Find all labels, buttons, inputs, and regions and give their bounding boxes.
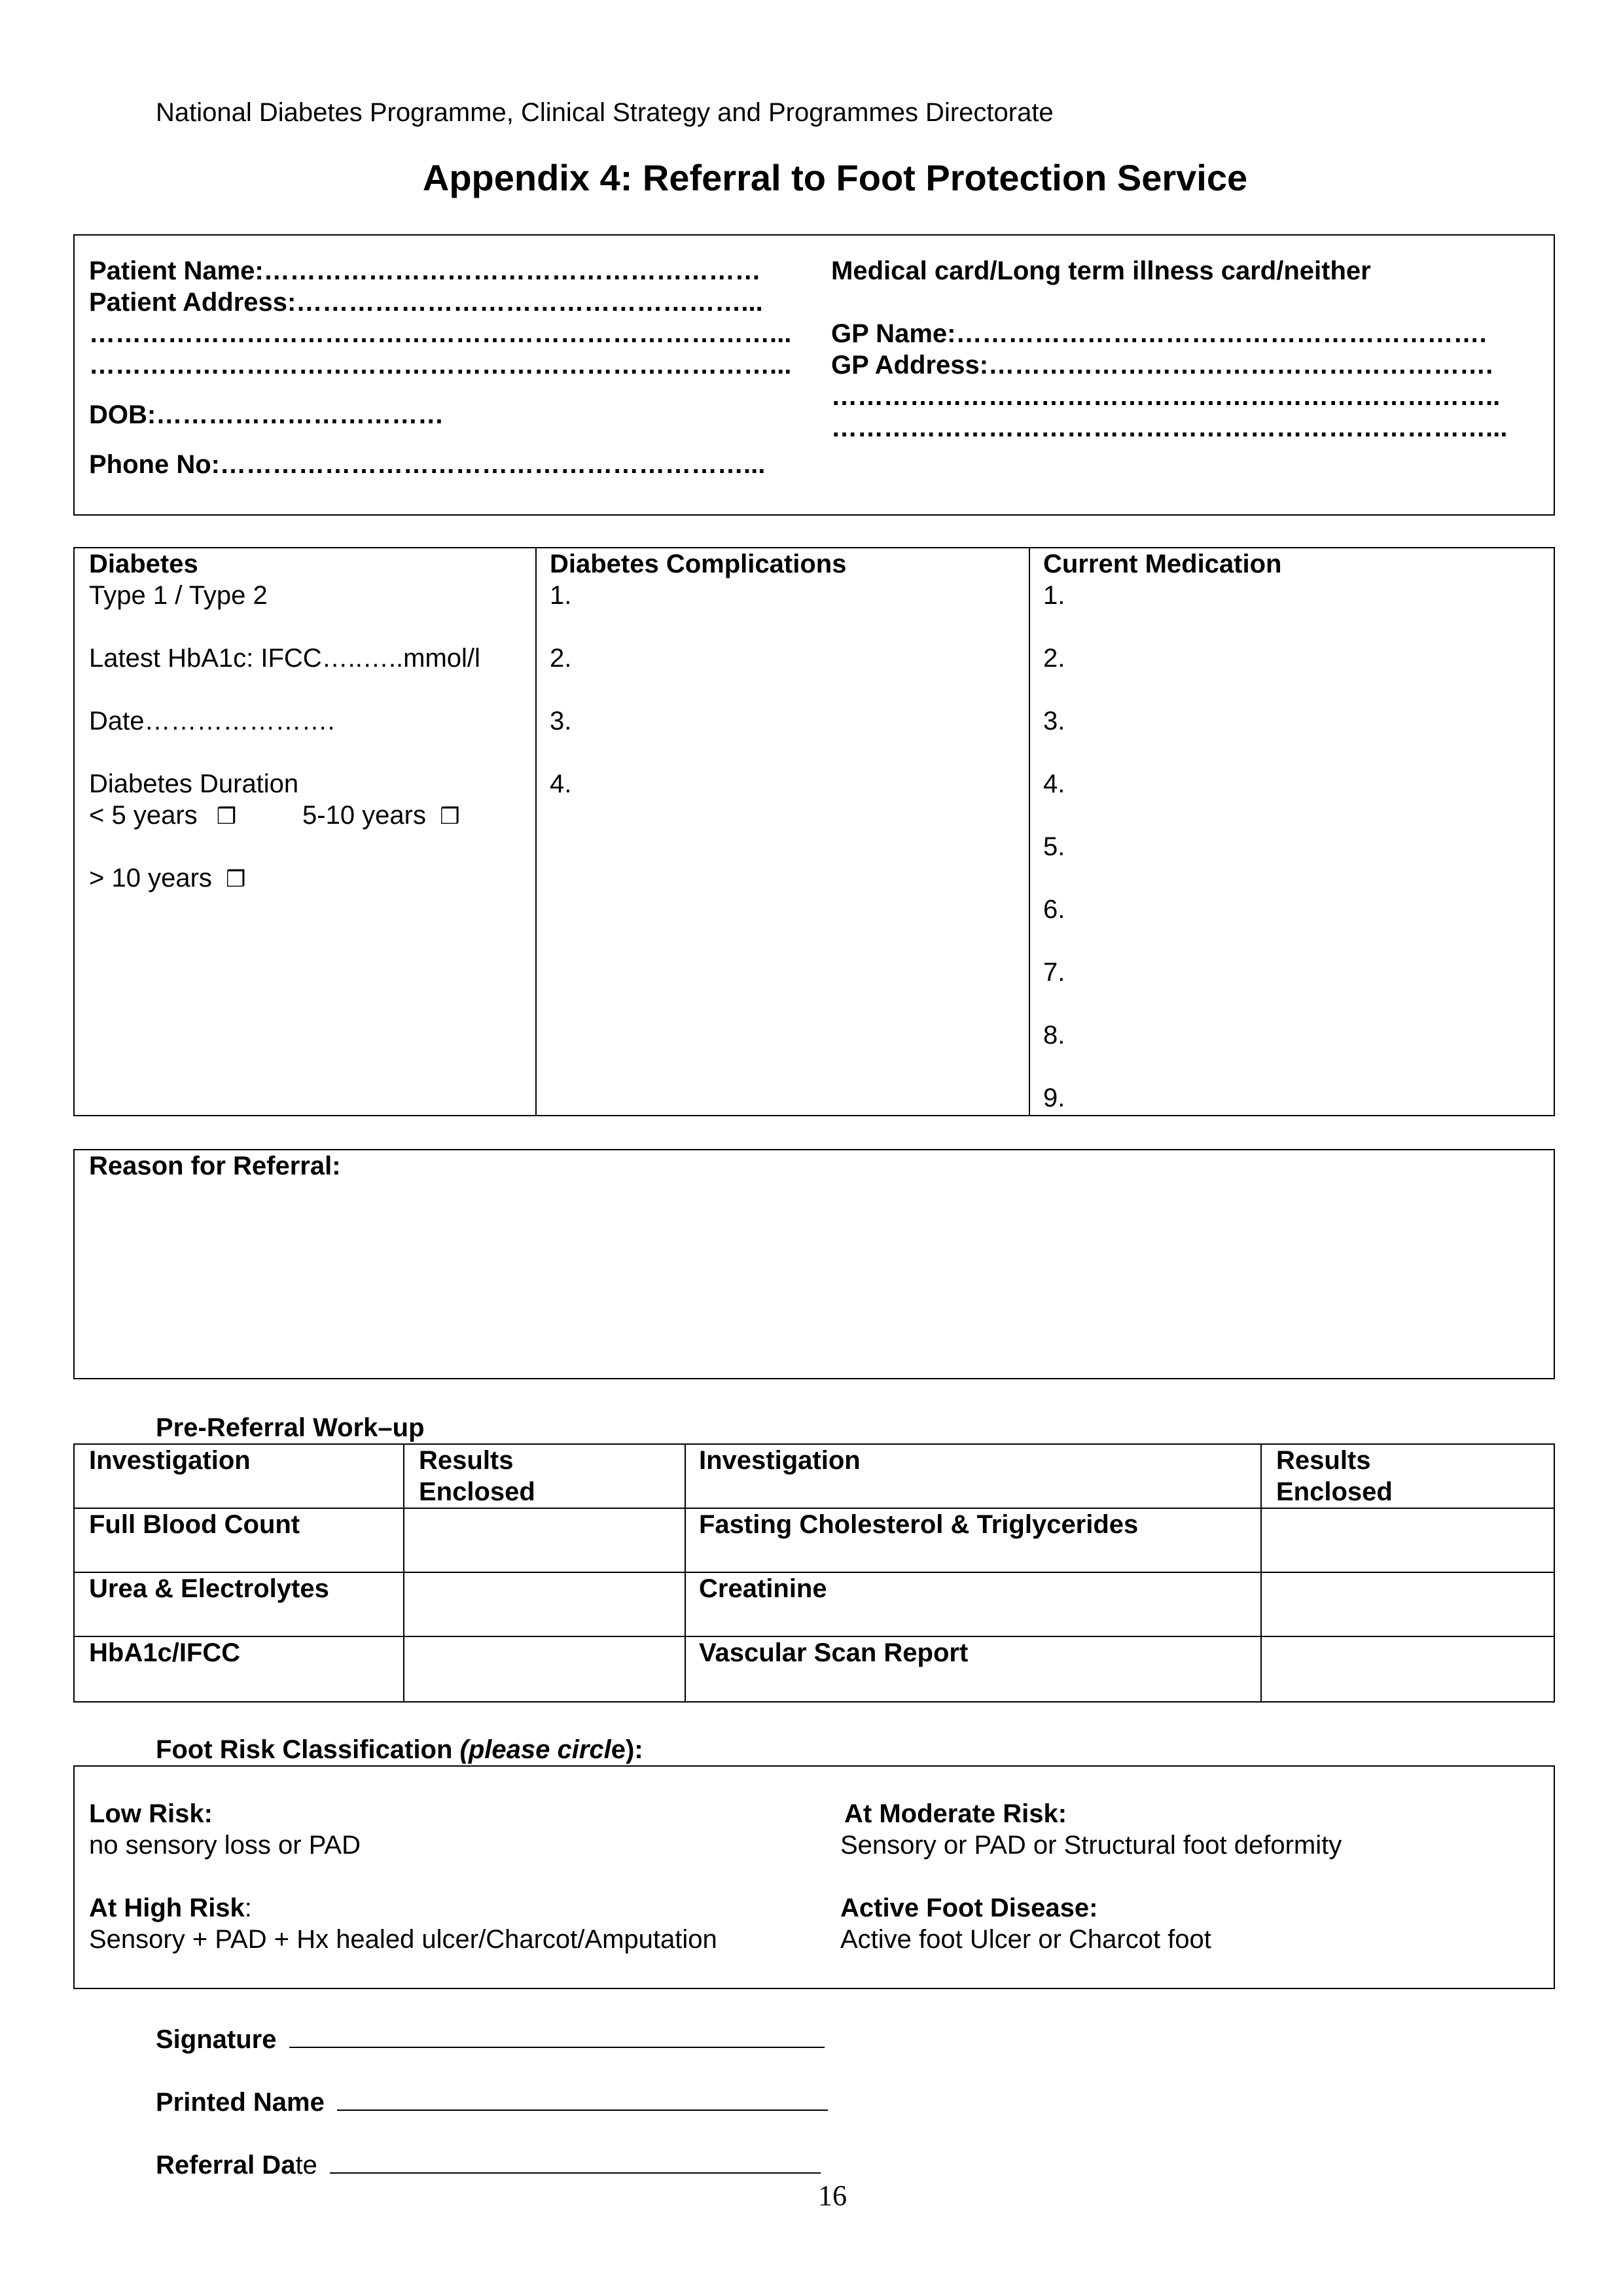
duration-heading: Diabetes Duration bbox=[89, 769, 299, 798]
page-number: 16 bbox=[818, 2180, 847, 2212]
duration-gt10-row bbox=[89, 862, 480, 895]
diabetes-type-option[interactable]: Type 1 / Type 2 bbox=[89, 581, 268, 610]
col-results-header bbox=[419, 1445, 535, 1508]
complication-item[interactable]: 2. bbox=[550, 644, 572, 673]
medication-item[interactable]: 8. bbox=[1043, 1021, 1065, 1050]
risk-box bbox=[73, 1765, 1555, 1989]
medication-column bbox=[1043, 548, 1281, 1114]
moderate-risk-desc: Sensory or PAD or Structural foot deformity bbox=[840, 1831, 1342, 1860]
results-enclosed-cell[interactable] bbox=[1262, 1509, 1554, 1572]
signature-row bbox=[156, 2021, 825, 2055]
signature-label: Signature bbox=[156, 2025, 277, 2054]
checkbox-icon[interactable]: ❒ bbox=[216, 804, 237, 830]
printed-name-label: Printed Name bbox=[156, 2088, 325, 2117]
column-divider bbox=[685, 1445, 686, 1701]
low-risk-desc: no sensory loss or PAD bbox=[89, 1831, 361, 1860]
active-disease-option[interactable] bbox=[840, 1892, 1211, 1955]
low-risk-option[interactable] bbox=[89, 1798, 361, 1861]
risk-heading-italic: (please circl bbox=[459, 1735, 611, 1764]
active-disease-title: Active Foot Disease: bbox=[840, 1894, 1098, 1922]
column-divider bbox=[1029, 548, 1030, 1115]
date-field[interactable]: Date…………………. bbox=[89, 707, 335, 735]
patient-address-line-1[interactable]: ……………………………………………………………………... bbox=[89, 319, 792, 348]
workup-table bbox=[73, 1443, 1555, 1703]
medication-item[interactable]: 7. bbox=[1043, 958, 1065, 987]
referral-date-row bbox=[156, 2146, 821, 2181]
medication-item[interactable]: 5. bbox=[1043, 832, 1065, 861]
phone-field[interactable]: Phone No:……………………………………………………... bbox=[89, 450, 766, 479]
col-results-line-1: Results bbox=[419, 1446, 514, 1475]
investigation-cell: Fasting Cholesterol & Triglycerides bbox=[699, 1510, 1139, 1539]
gp-name-field[interactable]: GP Name:……………………………………………………. bbox=[831, 319, 1487, 348]
risk-heading-suffix: ): bbox=[626, 1735, 643, 1764]
risk-heading bbox=[156, 1734, 643, 1765]
high-risk-colon: : bbox=[244, 1894, 252, 1922]
results-enclosed-cell[interactable] bbox=[1262, 1573, 1554, 1636]
risk-heading-prefix: Foot Risk Classification bbox=[156, 1735, 460, 1764]
investigation-cell: Vascular Scan Report bbox=[699, 1638, 969, 1667]
medication-item[interactable]: 1. bbox=[1043, 581, 1065, 610]
printed-name-line[interactable] bbox=[337, 2083, 828, 2111]
referral-date-label: Referral Da bbox=[156, 2151, 296, 2180]
hba1c-field[interactable]: Latest HbA1c: IFCC…..…..mmol/l bbox=[89, 644, 480, 673]
results-enclosed-cell[interactable] bbox=[1262, 1637, 1554, 1700]
diabetes-box bbox=[73, 547, 1555, 1116]
patient-name-field[interactable]: Patient Name:………………………………………………… bbox=[89, 256, 761, 285]
checkbox-icon[interactable]: ❒ bbox=[226, 866, 246, 892]
medication-item[interactable]: 3. bbox=[1043, 707, 1065, 735]
risk-heading-letter: e bbox=[611, 1735, 626, 1764]
patient-details-box bbox=[73, 234, 1555, 516]
high-risk-option[interactable] bbox=[89, 1892, 717, 1955]
page-title: Appendix 4: Referral to Foot Protection Service bbox=[422, 157, 1248, 198]
diabetes-column bbox=[89, 548, 480, 895]
complication-item[interactable]: 3. bbox=[550, 707, 572, 735]
gp-address-field[interactable]: GP Address:…………………………………………………. bbox=[831, 351, 1493, 380]
results-enclosed-cell[interactable] bbox=[404, 1573, 685, 1636]
referral-date-label-end: te bbox=[295, 2151, 317, 2180]
duration-lt5-label: < 5 years bbox=[89, 801, 198, 830]
col-investigation-header: Investigation bbox=[699, 1446, 861, 1475]
high-risk-desc: Sensory + PAD + Hx healed ulcer/Charcot/Amputation bbox=[89, 1925, 717, 1954]
signature-line[interactable] bbox=[289, 2021, 825, 2048]
patient-details-left bbox=[89, 255, 791, 480]
col-results-line-1: Results bbox=[1276, 1446, 1371, 1475]
investigation-cell: Creatinine bbox=[699, 1574, 827, 1603]
organisation-header: National Diabetes Programme, Clinical Strategy and Programmes Directorate bbox=[156, 98, 1054, 127]
investigation-cell: Urea & Electrolytes bbox=[89, 1574, 329, 1603]
gp-address-line-2[interactable]: …………………………………………………………………... bbox=[831, 414, 1508, 442]
complications-column bbox=[550, 548, 846, 800]
medication-item[interactable]: 2. bbox=[1043, 644, 1065, 673]
results-enclosed-cell[interactable] bbox=[404, 1509, 685, 1572]
col-investigation-header: Investigation bbox=[89, 1446, 251, 1475]
medication-heading: Current Medication bbox=[1043, 550, 1282, 578]
patient-address-field[interactable]: Patient Address:……………………………………………... bbox=[89, 288, 763, 317]
checkbox-icon[interactable]: ❒ bbox=[440, 804, 460, 830]
gp-address-line-1[interactable]: ………………………………………………………………….. bbox=[831, 382, 1501, 411]
reason-for-referral-box[interactable] bbox=[73, 1149, 1555, 1379]
referral-date-line[interactable] bbox=[330, 2146, 821, 2174]
patient-address-line-2[interactable]: ……………………………………………………………………... bbox=[89, 351, 792, 380]
column-divider bbox=[535, 548, 537, 1115]
complication-item[interactable]: 1. bbox=[550, 581, 572, 610]
moderate-risk-title: At Moderate Risk: bbox=[844, 1799, 1067, 1828]
complications-heading: Diabetes Complications bbox=[550, 550, 847, 578]
workup-heading: Pre-Referral Work–up bbox=[156, 1413, 425, 1442]
dob-field[interactable]: DOB:…………………………… bbox=[89, 400, 444, 429]
low-risk-title: Low Risk: bbox=[89, 1799, 213, 1828]
patient-details-right bbox=[831, 255, 1507, 444]
investigation-cell: Full Blood Count bbox=[89, 1510, 300, 1539]
medication-item[interactable]: 9. bbox=[1043, 1084, 1065, 1112]
printed-name-row bbox=[156, 2083, 828, 2118]
investigation-cell: HbA1c/IFCC bbox=[89, 1638, 241, 1667]
complication-item[interactable]: 4. bbox=[550, 769, 572, 798]
col-results-header bbox=[1276, 1445, 1393, 1508]
col-results-line-2: Enclosed bbox=[1276, 1477, 1393, 1506]
duration-row bbox=[89, 800, 480, 831]
medication-item[interactable]: 4. bbox=[1043, 769, 1065, 798]
duration-5-10-label: 5-10 years bbox=[302, 801, 426, 830]
duration-gt10-label: > 10 years bbox=[89, 864, 212, 892]
medication-item[interactable]: 6. bbox=[1043, 895, 1065, 924]
moderate-risk-option[interactable] bbox=[840, 1798, 1342, 1861]
active-disease-desc: Active foot Ulcer or Charcot foot bbox=[840, 1925, 1211, 1954]
results-enclosed-cell[interactable] bbox=[404, 1637, 685, 1700]
reason-for-referral-label: Reason for Referral: bbox=[89, 1152, 341, 1180]
medical-card-option[interactable]: Medical card/Long term illness card/neither bbox=[831, 256, 1371, 285]
high-risk-title: At High Risk bbox=[89, 1894, 245, 1922]
col-results-line-2: Enclosed bbox=[419, 1477, 535, 1506]
diabetes-heading: Diabetes bbox=[89, 550, 198, 578]
